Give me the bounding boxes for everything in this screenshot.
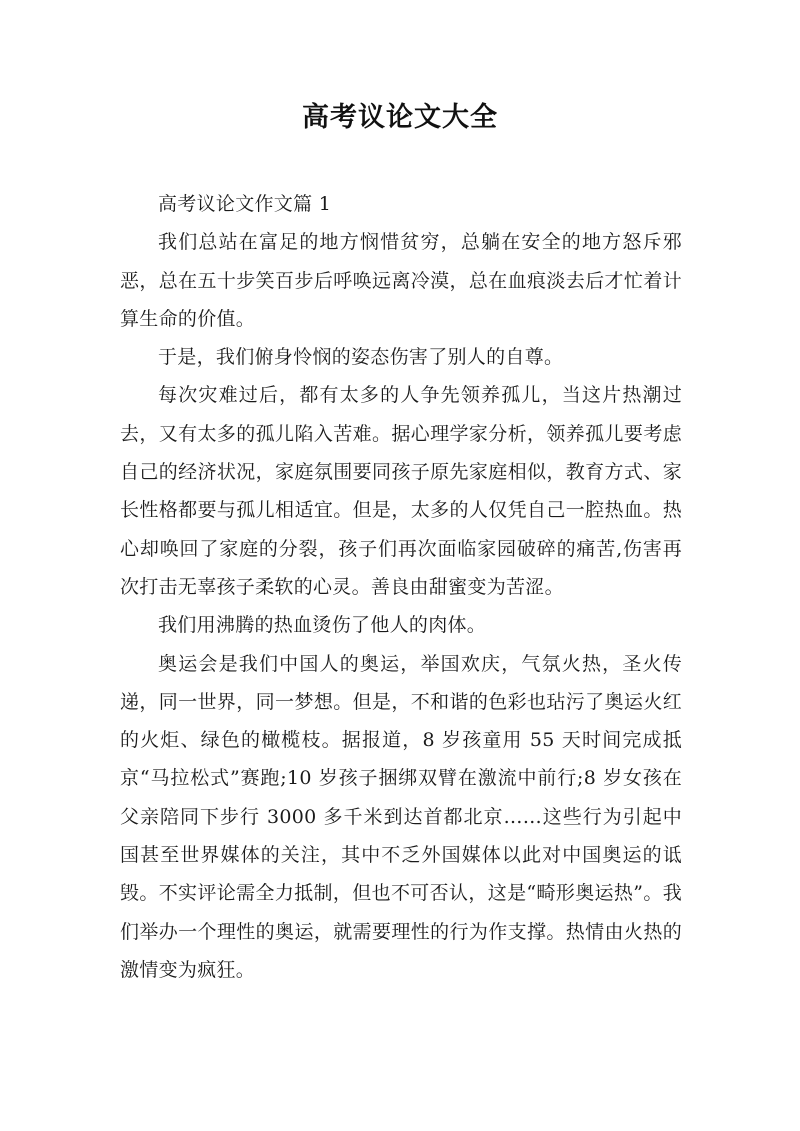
paragraph-5: 奥运会是我们中国人的奥运，举国欢庆，气氛火热，圣火传递，同一世界，同一梦想。但是，不和谐的色彩也玷污了奥运火红的火炬、绿色的橄榄枝。据报道，8 岁孩童用 55 天时间完成抵京“马拉松式”赛跑;10 岁孩子捆绑双臂在激流中前行;8 岁女孩在父亲陪同下步行 3000 多千米到达首都北京……这些行为引起中国甚至世界媒体的关注，其中不乏外国媒体以此对中国奥运的诋毁。不实评论需全力抵制，但也不可否认，这是“畸形奥运热”。我们举办一个理性的奥运，就需要理性的行为作支撑。热情由火热的激情变为疯狂。 (120, 652, 682, 981)
page-title: 高考议论文大全 (302, 102, 498, 133)
paragraph-4: 我们用沸腾的热血烫伤了他人的肉体。 (158, 614, 487, 637)
document-body (120, 185, 682, 989)
paragraph-1: 我们总站在富足的地方悯惜贫穷，总躺在安全的地方怒斥邪恶，总在五十步笑百步后呼唤远离冷漠，总在血痕淡去后才忙着计算生命的价值。 (120, 231, 682, 330)
section-heading: 高考议论文作文篇 1 (158, 193, 332, 215)
paragraph-2: 于是，我们俯身怜悯的姿态伤害了别人的自尊。 (158, 346, 564, 369)
paragraph-3: 每次灾难过后，都有太多的人争先领养孤儿，当这片热潮过去，又有太多的孤儿陷入苦难。据心理学家分析，领养孤儿要考虑自己的经济状况，家庭氛围要同孩子原先家庭相似，教育方式、家长性格都要与孤儿相适宜。但是，太多的人仅凭自己一腔热血。热心却唤回了家庭的分裂，孩子们再次面临家园破碎的痛苦,伤害再次打击无辜孩子柔软的心灵。善良由甜蜜变为苦涩。 (120, 384, 682, 598)
